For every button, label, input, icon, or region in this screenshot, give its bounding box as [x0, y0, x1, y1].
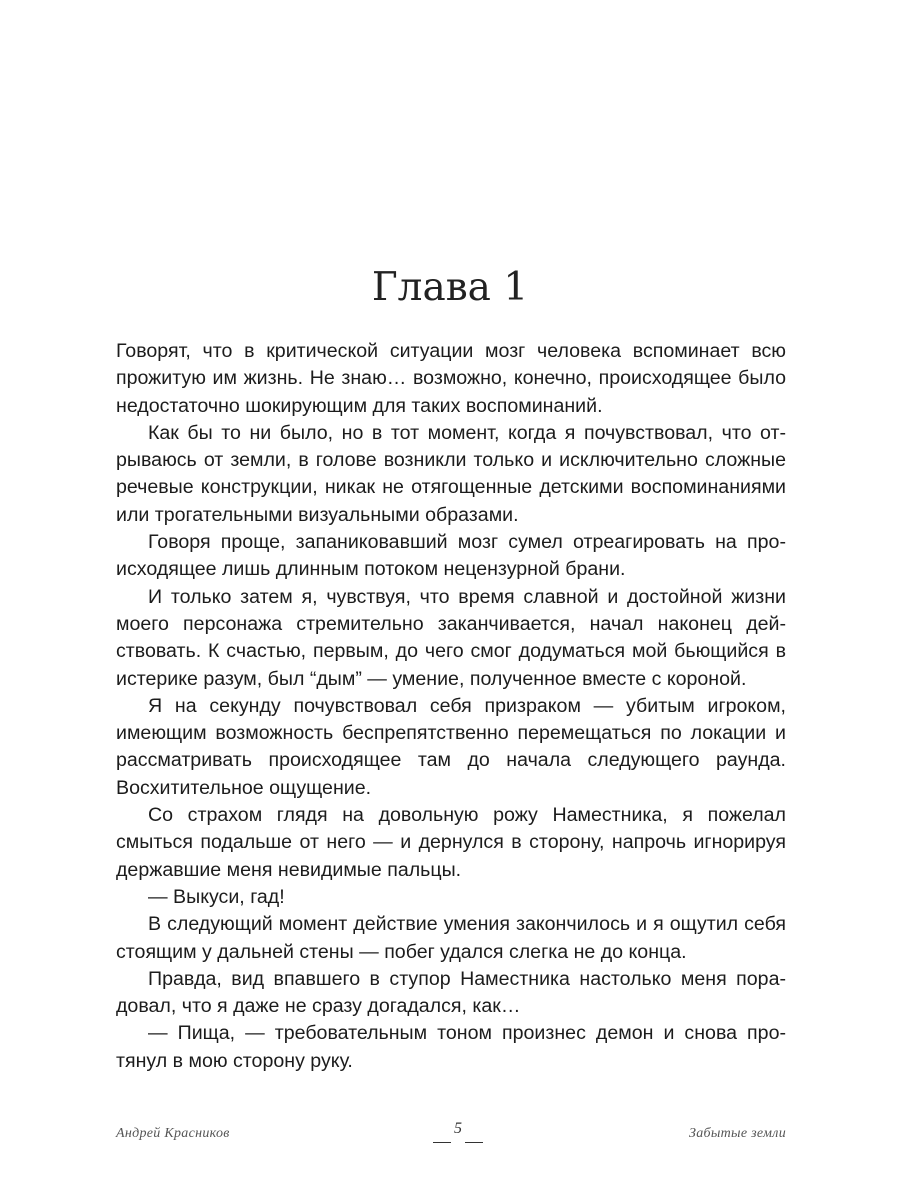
page-number-rule-right: [465, 1142, 483, 1143]
paragraph: В следующий момент действие умения закончилось и я ощутил себя стоящим у дальней стены — побег удался слегка не до конца.: [116, 913, 786, 963]
paragraph: Говорят, что в критической ситуации мозг человека вспоминает всю прожитую им жизнь. Не знаю… возможно, конечно, происходящее было недостаточно шокирующим для таких воспоминаний.: [116, 340, 786, 417]
paragraph: И только затем я, чувствуя, что время славной и достойной жизни моего персонажа стремительно заканчивается, начал наконец действовать. К счастью, первым, до чего смог додуматься мой бьющийся в истерике разум, был “дым” — умение, полученное вместе с короной.: [116, 585, 786, 690]
page-footer: [116, 1118, 786, 1148]
paragraph: Со страхом глядя на довольную рожу Наместника, я пожелал смыться подальше от него — и дернулся в сторону, напрочь игнорируя державшие меня невидимые пальцы.: [116, 804, 786, 881]
paragraph: Правда, вид впавшего в ступор Наместника настолько меня порадовал, что я даже не сразу догадался, как…: [116, 967, 786, 1018]
footer-author: Андрей Красников: [116, 1126, 230, 1141]
dialogue-line: — Пища, — требовательным тоном произнес демон и снова протянул в мою сторону руку.: [116, 1022, 786, 1072]
footer-book-title: Забытые земли: [688, 1126, 786, 1141]
chapter-body: [116, 338, 786, 1075]
paragraph: Говоря проще, запаниковавший мозг сумел отреагировать на происходящее лишь длинным потоком нецензурной брани.: [116, 531, 786, 581]
dialogue-line: — Выкуси, гад!: [148, 885, 285, 908]
page-number: [428, 1118, 488, 1143]
page-number-rule-left: [433, 1142, 451, 1143]
paragraph: Как бы то ни было, но в тот момент, когда я почувствовал, что отрываюсь от земли, в голове возникли только и исключительно сложные речевые конструкции, никак не отягощенные детскими воспоминаниями или трогательными визуальными образами.: [116, 421, 786, 526]
page-number-value: 5: [454, 1120, 462, 1137]
paragraph: Я на секунду почувствовал себя призраком — убитым игроком, имеющим возможность беспрепятственно перемещаться по локации и рассматривать происходящее там до начала следующего раунда. Восхитительное ощущение.: [116, 694, 786, 799]
chapter-title: Глава 1: [371, 265, 529, 310]
